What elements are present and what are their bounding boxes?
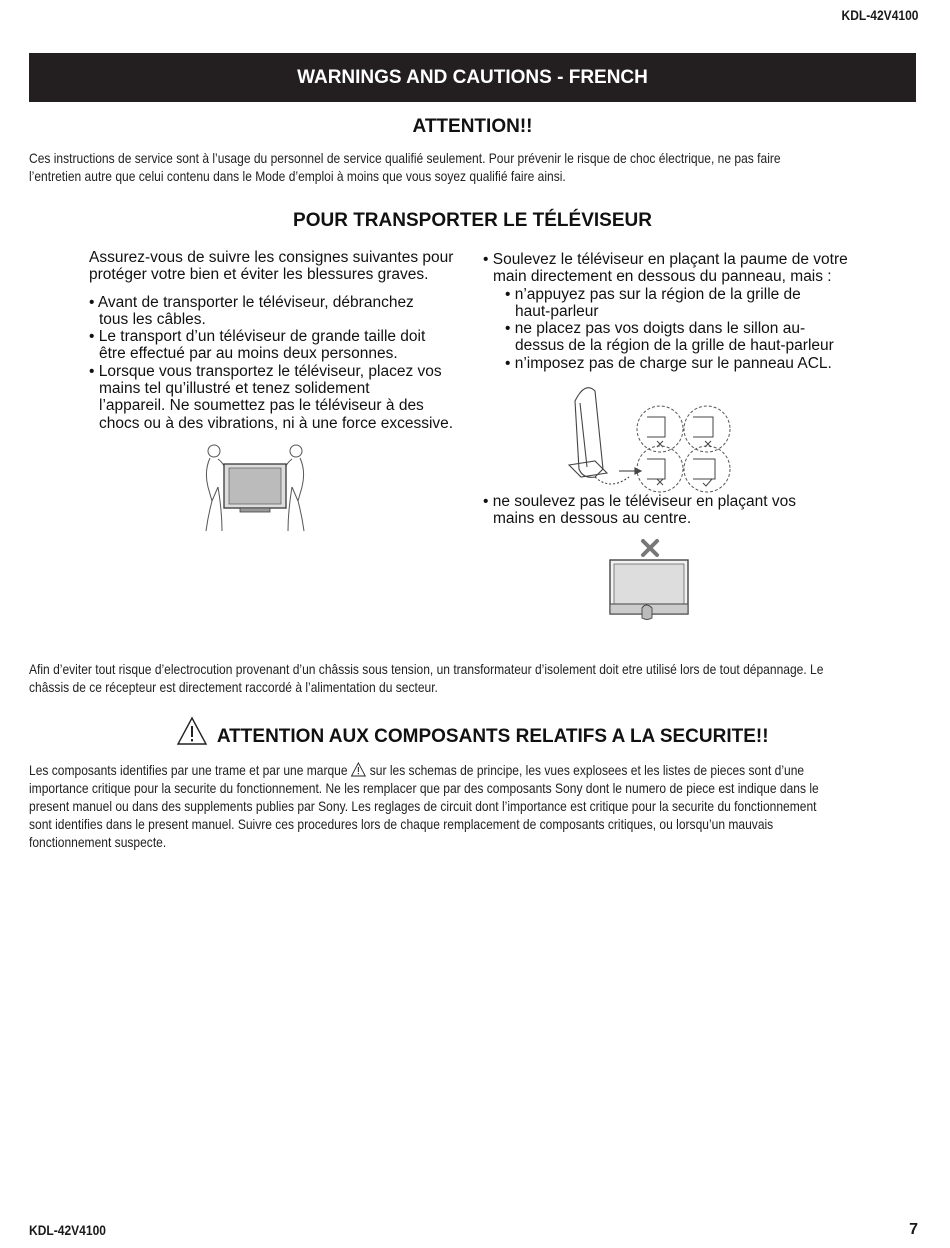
attention-paragraph: Ces instructions de service sont à l’usage du personnel de service qualifié seulement. Pour prévenir le risque de choc électrique, ne pas faire l’entretien autre que celui contenu dans le Mode d’emploi à moins que vous soyez qualifié faire ainsi.	[29, 150, 781, 184]
bullet-unplug: • Avant de transporter le téléviseur, débranchez	[89, 293, 414, 311]
safety-heading-row	[29, 716, 916, 748]
bullet-lift-palm: • Soulevez le téléviseur en plaçant la paume de votre	[483, 251, 848, 268]
hand-position-illustration	[565, 381, 735, 489]
warning-triangle-icon	[176, 716, 208, 746]
subbullet-groove: • ne placez pas vos doigts dans le sillon au-	[505, 320, 806, 338]
transport-left-column: Assurez-vous de suivre les consignes suivantes pour protéger votre bien et éviter les blessures graves. • Avant de transporter le téléviseur, débranchez tous les câbles. • Le transport d’un téléviseur de grande taille doit être effectué par au moins deux personnes. • Lorsque vous transportez le téléviseur, placez vos mains tel qu’illustré et tenez solidement l’appareil. Ne soumettez pas le téléviseur à des chocs ou à des vibrations, ni à une force excessive.	[89, 249, 454, 432]
two-people-carrying-tv-illustration	[200, 441, 310, 533]
bullet-no-center-lift: • ne soulevez pas le téléviseur en plaçant vos mains en dessous au centre.	[483, 493, 797, 528]
isolation-paragraph: Afin d’eviter tout risque d’electrocution provenant d’un châssis sous tension, un transformateur d’isolement doit etre utilisé lors de tout dépannage. Le châssis de ce récepteur est directement raccordé à l’alimentation du secteur.	[29, 661, 824, 695]
bullet-two-people: • Le transport d’un téléviseur de grande taille doit	[89, 328, 426, 346]
page-number: 7	[909, 1221, 918, 1238]
banner-title: WARNINGS AND CAUTIONS - FRENCH	[297, 67, 648, 88]
safety-heading: ATTENTION AUX COMPOSANTS RELATIFS A LA SECURITE!!	[216, 726, 769, 747]
transport-heading: POUR TRANSPORTER LE TÉLÉVISEUR	[293, 210, 652, 231]
header-model-number: KDL-42V4100	[841, 7, 918, 23]
subbullet-lcd-panel: • n’imposez pas de charge sur le panneau ACL.	[505, 354, 832, 372]
subbullet-speaker-grille: • n’appuyez pas sur la région de la grille de	[505, 285, 801, 303]
footer-model-number: KDL-42V4100	[29, 1222, 106, 1238]
section-banner	[29, 53, 916, 102]
attention-heading: ATTENTION!!	[412, 116, 533, 137]
warning-mark-icon	[351, 762, 366, 777]
tv-center-lift-prohibited-illustration	[606, 538, 692, 622]
transport-right-column: • Soulevez le téléviseur en plaçant la paume de votre main directement en dessous du panneau, mais : • n’appuyez pas sur la région de la grille de haut-parleur • ne placez pas vos doigts dans le sillon au- dessus de la région de la grille de haut-parleur • n’imposez pas de charge sur le panneau ACL.	[483, 251, 848, 372]
bullet-hold-tv: • Lorsque vous transportez le téléviseur, placez vos	[89, 362, 442, 380]
safety-paragraph: Les composants identifies par une trame et par une marque sur les schemas de principe, les vues explosees et les listes de pieces sont d’une importance critique pour la securite du fonctionnement. Ne les remplacer que par des composants Sony dont le numero de piece est indique dans le present manuel ou dans des supplements publies par Sony. Les reglages de circuit dont l’importance est critique pour la securite du fonctionnement sont identifies dans le present manuel. Suivre ces procedures lors de chaque remplacement de composants critiques, ou lorsqu’un mauvais fonctionnement suspecte.	[29, 762, 819, 850]
